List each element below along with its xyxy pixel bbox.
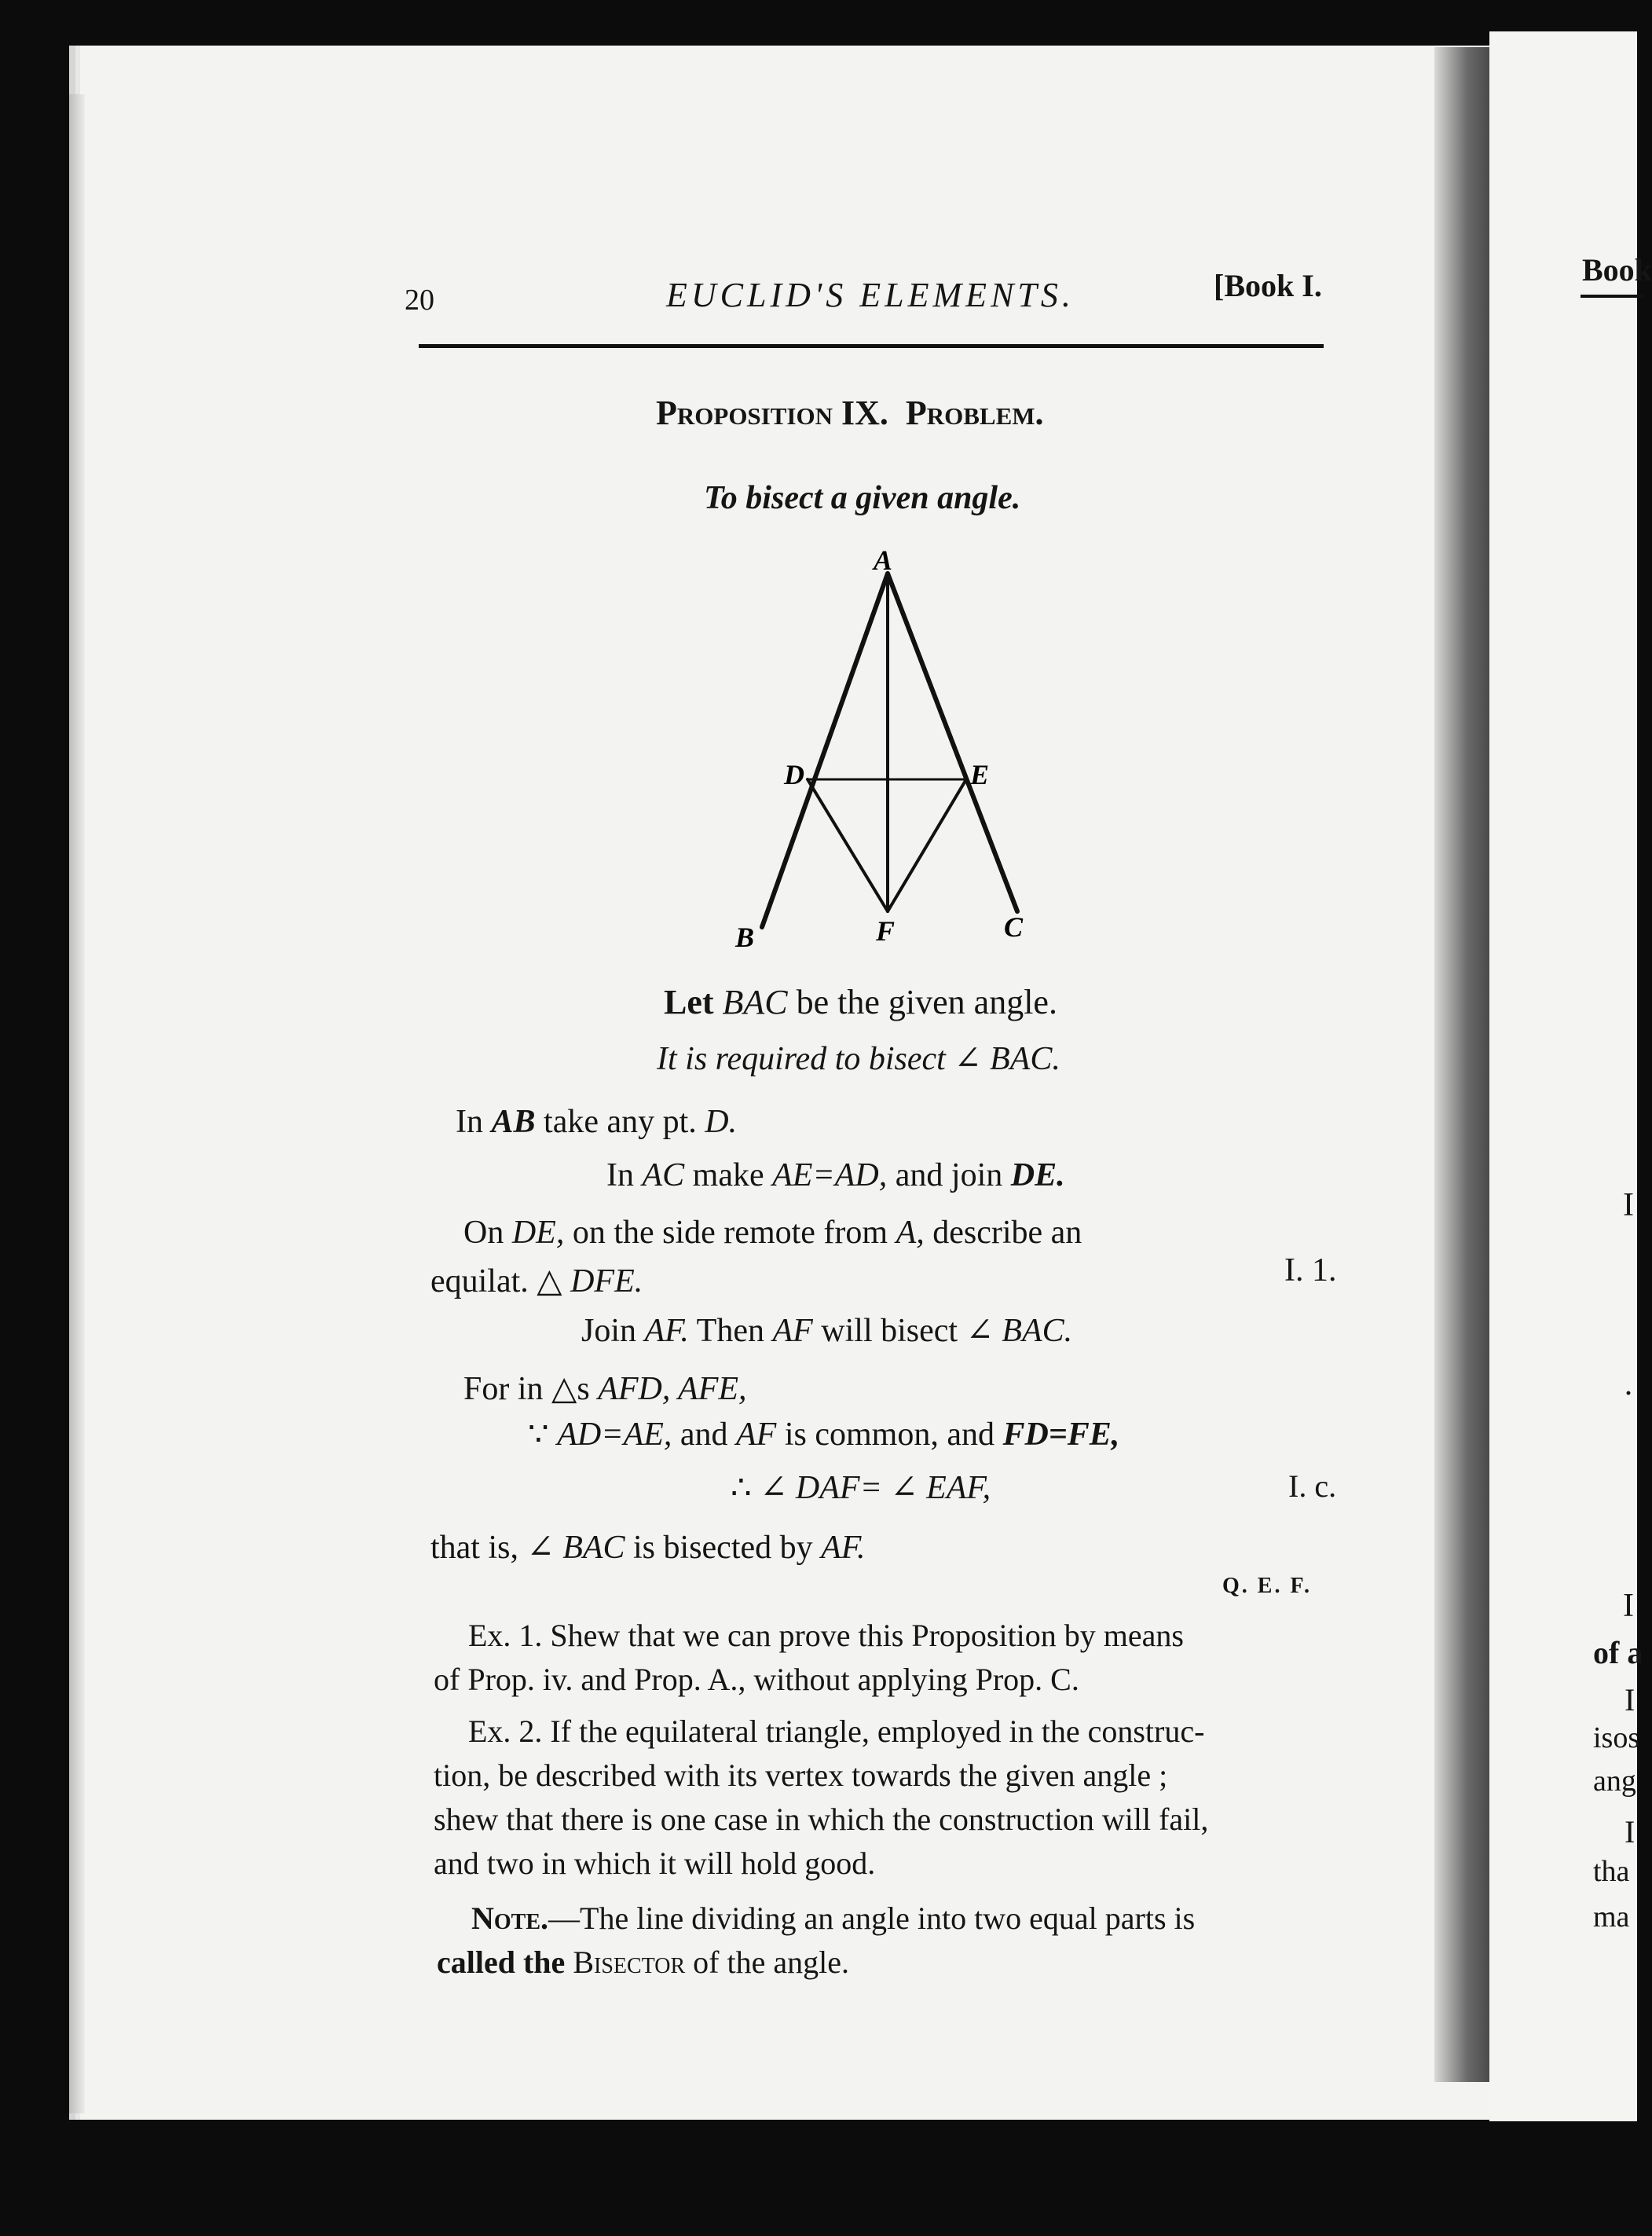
label-a: A xyxy=(874,544,893,576)
running-title: EUCLID'S ELEMENTS. xyxy=(666,276,1075,314)
facing-header-fragment: Book xyxy=(1582,252,1652,288)
book-label: [Book I. xyxy=(1214,268,1322,303)
label-c: C xyxy=(1004,911,1024,943)
line-ab xyxy=(762,574,888,927)
qef-mark: Q. E. F. xyxy=(1222,1574,1312,1598)
proof-step-1: For in △s AFD, AFE, xyxy=(463,1371,747,1407)
construction-step-1: In AB take any pt. D. xyxy=(456,1104,738,1140)
required-statement: It is required to bisect ∠ BAC. xyxy=(657,1041,1060,1077)
exercise-2-line-1: Ex. 2. If the equilateral triangle, employed in the construc- xyxy=(468,1714,1205,1749)
exercise-2-line-4: and two in which it will hold good. xyxy=(434,1846,876,1881)
facing-fragment: isos xyxy=(1593,1721,1640,1754)
construction-step-2: In AC make AE=AD, and join DE. xyxy=(606,1157,1065,1193)
proof-step-2: ∵ AD=AE, and AF is common, and FD=FE, xyxy=(528,1417,1120,1453)
line-ef xyxy=(888,779,966,911)
label-d: D xyxy=(784,759,804,790)
exercise-1-line-2: of Prop. iv. and Prop. A., without applying Prop. C. xyxy=(434,1662,1079,1697)
proof-step-3: ∴ ∠ DAF= ∠ EAF, xyxy=(731,1470,991,1506)
header-rule xyxy=(419,344,1324,348)
facing-fragment: tha xyxy=(1593,1855,1630,1888)
page-number: 20 xyxy=(405,284,434,317)
facing-page xyxy=(1489,31,1652,2137)
construction-step-3: On DE, on the side remote from A, describe an xyxy=(463,1215,1082,1251)
page-left-edge xyxy=(69,94,85,2113)
construction-step-3-cont: equilat. △ DFE. xyxy=(430,1263,643,1299)
conclusion: that is, ∠ BAC is bisected by AF. xyxy=(430,1530,866,1566)
construction-step-4: Join AF. Then AF will bisect ∠ BAC. xyxy=(581,1313,1073,1349)
facing-fragment: I xyxy=(1623,1187,1634,1223)
facing-fragment: of a xyxy=(1593,1635,1643,1670)
exercise-2-line-3: shew that there is one case in which the construction will fail, xyxy=(434,1802,1209,1837)
exercise-2-line-2: tion, be described with its vertex towards the given angle ; xyxy=(434,1758,1168,1793)
proposition-number: Proposition IX. xyxy=(656,394,888,432)
facing-fragment: I xyxy=(1625,1682,1636,1717)
reference-i-1: I. 1. xyxy=(1284,1252,1337,1288)
bisection-figure xyxy=(707,542,1053,966)
line-ac xyxy=(888,574,1017,911)
proposition-title xyxy=(656,393,1044,433)
facing-fragment: I xyxy=(1623,1588,1634,1624)
reference-i-c: I. c. xyxy=(1288,1468,1337,1504)
facing-fragment: ma xyxy=(1593,1901,1630,1934)
note-line-1: Note.—The line dividing an angle into two equal parts is xyxy=(471,1901,1196,1936)
label-e: E xyxy=(970,759,990,790)
exercise-1-line-1: Ex. 1. Shew that we can prove this Proposition by means xyxy=(468,1618,1184,1653)
book-spine-shadow xyxy=(1434,47,1489,2082)
given-statement: Let BAC be the given angle. xyxy=(664,983,1057,1021)
line-df xyxy=(808,779,888,911)
facing-header-rule xyxy=(1581,295,1643,298)
facing-fragment: · xyxy=(1623,1376,1634,1412)
facing-fragment: ang xyxy=(1593,1765,1636,1798)
label-b: B xyxy=(735,922,755,953)
scan-background xyxy=(0,2121,1637,2236)
facing-fragment: I xyxy=(1625,1814,1636,1849)
note-line-2: called the Bisector of the angle. xyxy=(437,1945,849,1980)
proposition-kind: Problem. xyxy=(905,394,1044,432)
enunciation: To bisect a given angle. xyxy=(704,480,1021,516)
label-f: F xyxy=(876,915,896,947)
